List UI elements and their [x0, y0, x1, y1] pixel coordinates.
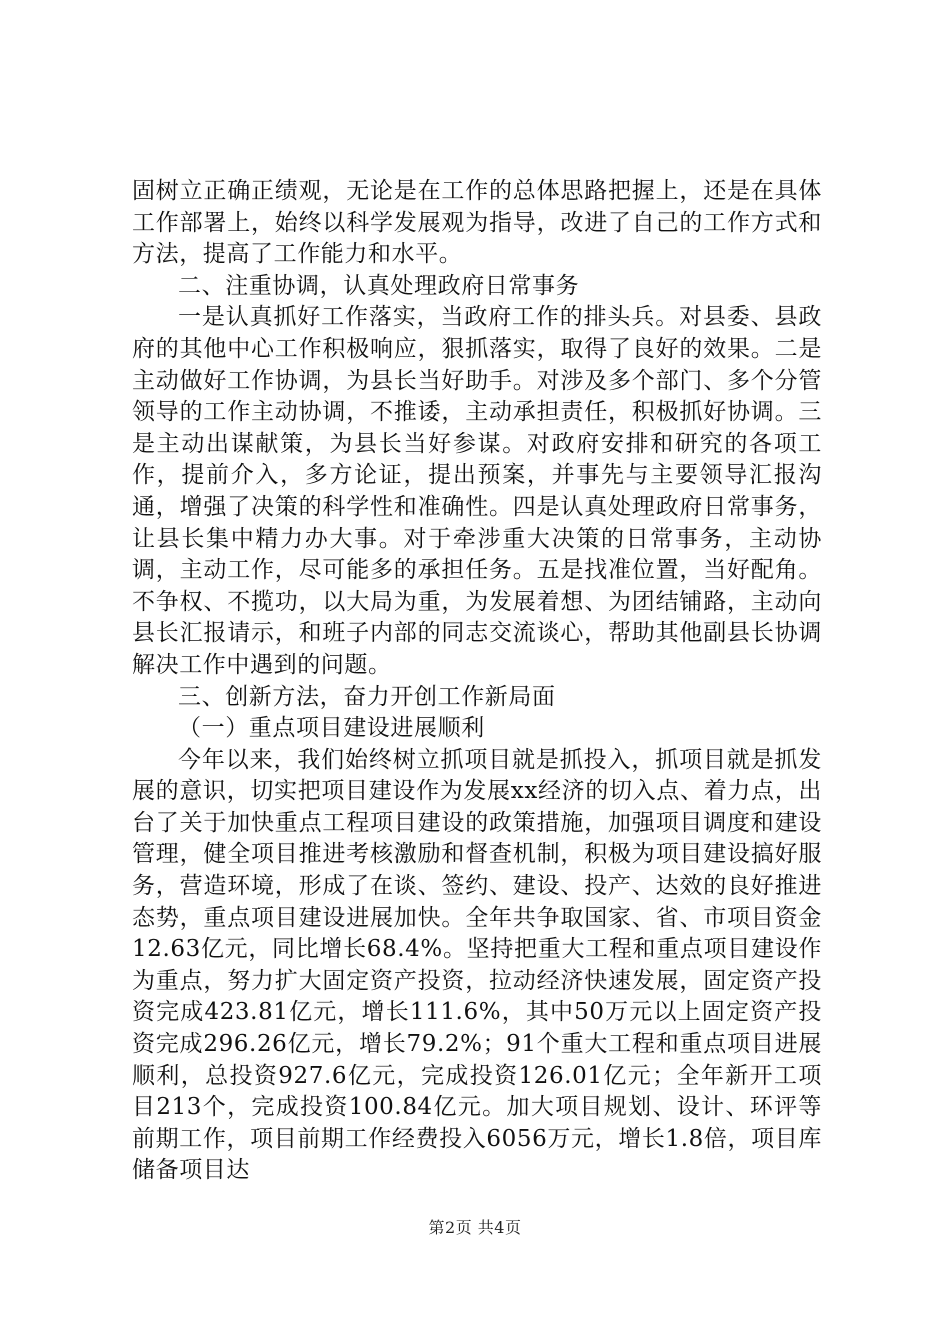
paragraph-key-projects: 今年以来，我们始终树立抓项目就是抓投入，抓项目就是抓发展的意识，切实把项目建设作为发展xx经济的切入点、着力点，出台了关于加快重点工程项目建设的政策措施，加强项目调度和建设管理，健全项目推进考核激励和督查机制，积极为项目建设搞好服务，营造环境，形成了在谈、签约、建设、投产、达效的良好推进态势，重点项目建设进展加快。全年共争取国家、省、市项目资金12.63亿元，同比增长68.4%。坚持把重大工程和重点项目建设作为重点，努力扩大固定资产投资，拉动经济快速发展，固定资产投资完成423.81亿元，增长111.6%，其中50万元以上固定资产投资完成296.26亿元，增长79.2%；91个重大工程和重点项目进展顺利，总投资927.6亿元，完成投资126.01亿元；全年新开工项目213个，完成投资100.84亿元。加大项目规划、设计、环评等前期工作，项目前期工作经费投入6056万元，增长1.8倍，项目库储备项目达	[132, 746, 822, 1184]
section-heading-coordination: 二、注重协调，认真处理政府日常事务	[178, 272, 580, 299]
document-body	[132, 176, 822, 1187]
section-heading-innovation: 三、创新方法，奋力开创工作新局面	[178, 683, 556, 710]
subsection-heading-key-projects: （一）重点项目建设进展顺利	[178, 715, 485, 742]
page-number-footer: 第2页 共4页	[428, 1218, 522, 1237]
paragraph-continuation: 固树立正确正绩观，无论是在工作的总体思路把握上，还是在具体工作部署上，始终以科学发展观为指导，改进了自己的工作方式和方法，提高了工作能力和水平。	[132, 178, 822, 268]
paragraph-coordination-details: 一是认真抓好工作落实，当政府工作的排头兵。对县委、县政府的其他中心工作积极响应，狠抓落实，取得了良好的效果。二是主动做好工作协调，为县长当好助手。对涉及多个部门、多个分管领导的工作主动协调，不推诿，主动承担责任，积极抓好协调。三是主动出谋献策，为县长当好参谋。对政府安排和研究的各项工作，提前介入，多方论证，提出预案，并事先与主要领导汇报沟通，增强了决策的科学性和准确性。四是认真处理政府日常事务，让县长集中精力办大事。对于牵涉重大决策的日常事务，主动协调，主动工作，尽可能多的承担任务。五是找准位置，当好配角。不争权、不揽功，以大局为重，为发展着想、为团结铺路，主动向县长汇报请示，和班子内部的同志交流谈心，帮助其他副县长协调解决工作中遇到的问题。	[132, 304, 822, 678]
